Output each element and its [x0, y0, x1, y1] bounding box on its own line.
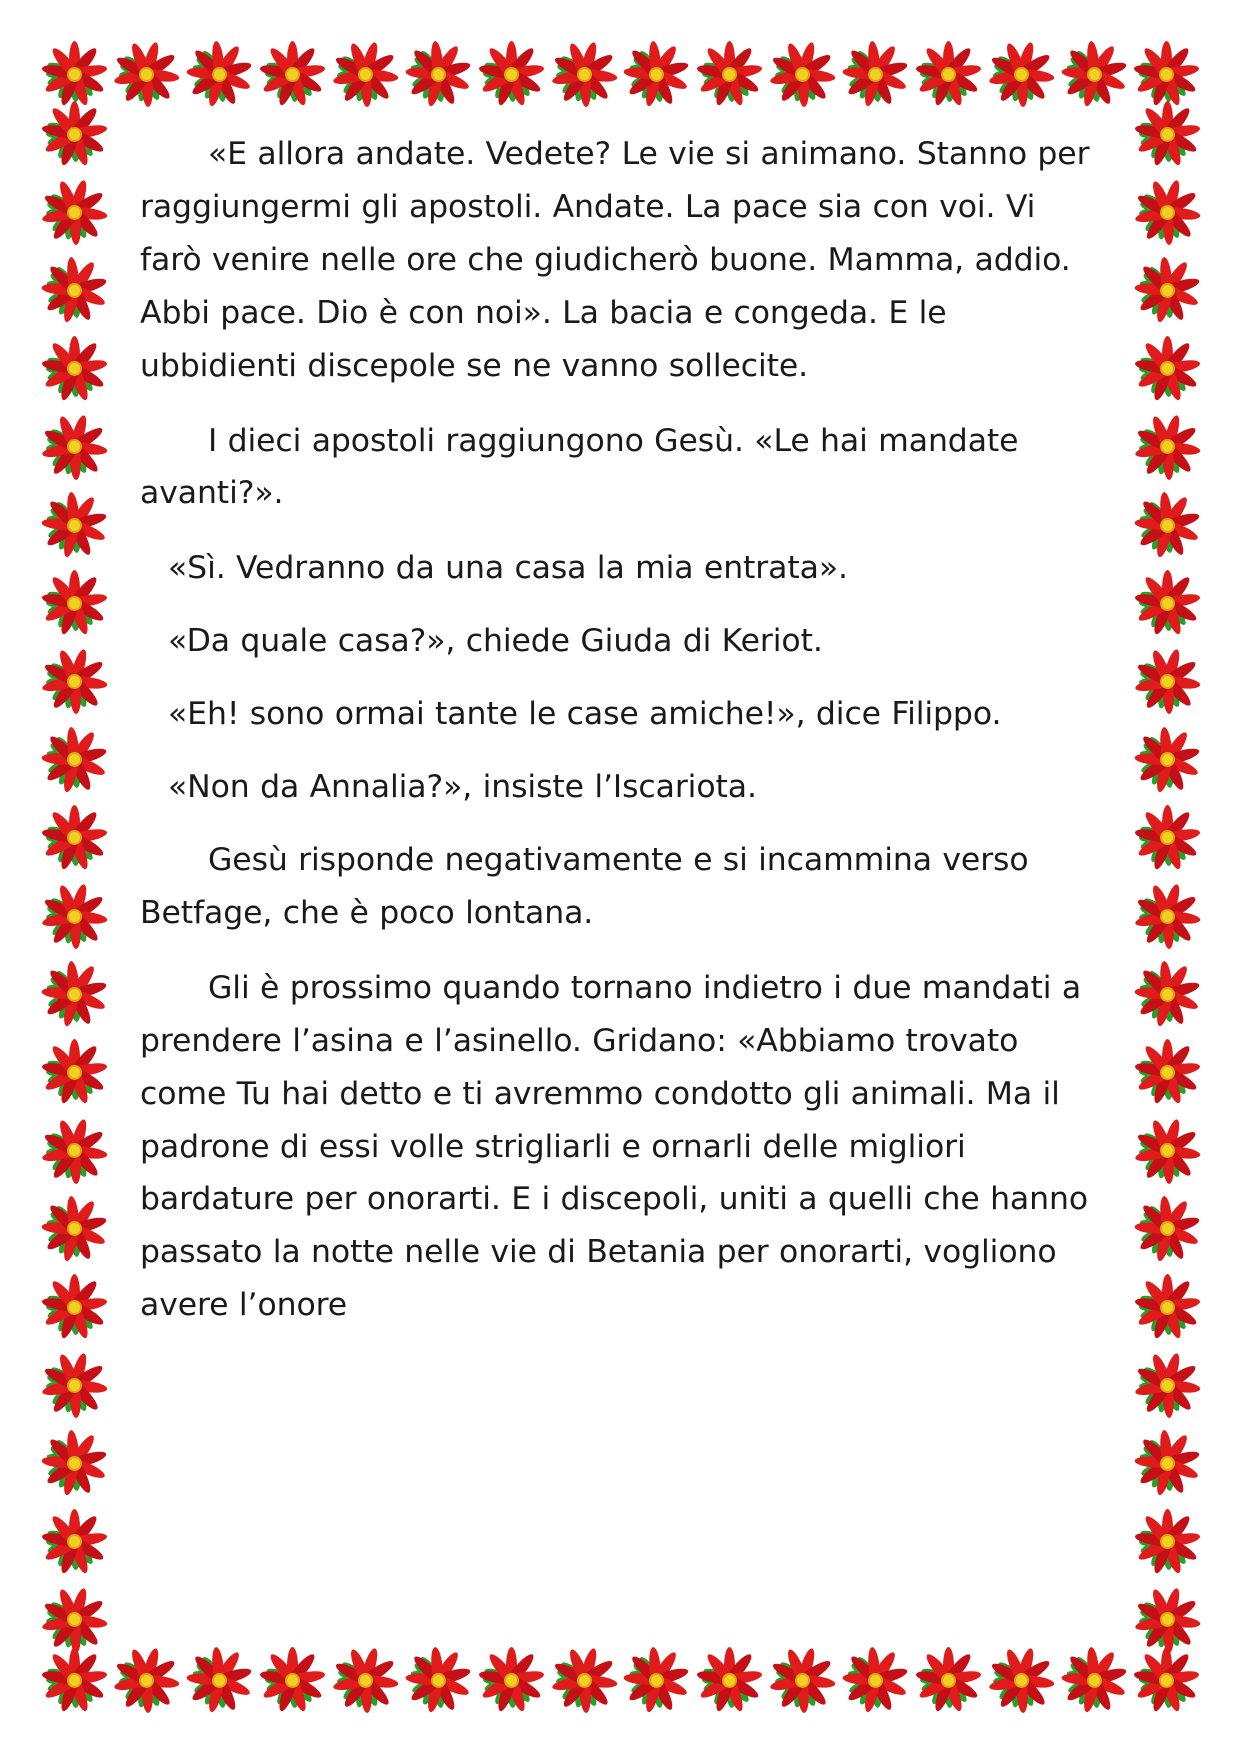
flower-center-icon — [1162, 989, 1173, 1000]
flower-center-icon — [69, 1614, 80, 1625]
flower-center-icon — [69, 207, 80, 218]
poinsettia-flower-icon — [38, 254, 110, 326]
poinsettia-flower-icon — [475, 38, 547, 110]
poinsettia-flower-icon — [38, 1193, 110, 1265]
document-text-body — [140, 128, 1100, 1354]
flower-center-icon — [1162, 129, 1173, 140]
flower-center-icon — [1161, 1675, 1172, 1686]
poinsettia-flower-icon — [1131, 411, 1203, 483]
flower-center-icon — [1162, 598, 1173, 609]
flower-center-icon — [69, 1380, 80, 1391]
flower-center-icon — [1089, 69, 1100, 80]
flower-center-icon — [1162, 520, 1173, 531]
poinsettia-flower-icon — [1131, 958, 1203, 1030]
flower-center-icon — [1016, 1675, 1027, 1686]
flower-center-icon — [943, 1675, 954, 1686]
flower-center-icon — [1162, 1067, 1173, 1078]
flower-center-icon — [506, 1675, 517, 1686]
flower-center-icon — [433, 1675, 444, 1686]
poinsettia-flower-icon — [38, 645, 110, 717]
flower-center-icon — [69, 598, 80, 609]
poinsettia-flower-icon — [184, 38, 256, 110]
poinsettia-flower-icon — [329, 38, 401, 110]
poinsettia-flower-icon — [1131, 1349, 1203, 1421]
poinsettia-flower-icon — [38, 333, 110, 405]
flower-center-icon — [214, 69, 225, 80]
poinsettia-flower-icon — [38, 1349, 110, 1421]
flower-center-icon — [69, 1223, 80, 1234]
flower-center-icon — [651, 1675, 662, 1686]
flower-center-icon — [433, 69, 444, 80]
paragraph-6: «Non da Annalia?», insiste l’Iscariota. — [168, 769, 757, 806]
poinsettia-flower-icon — [694, 1644, 766, 1716]
poinsettia-flower-icon — [767, 1644, 839, 1716]
flower-center-icon — [69, 441, 80, 452]
poinsettia-flower-icon — [38, 98, 110, 170]
poinsettia-flower-icon — [1131, 880, 1203, 952]
poinsettia-flower-icon — [38, 724, 110, 796]
poinsettia-flower-icon — [1131, 802, 1203, 874]
poinsettia-flower-icon — [1131, 645, 1203, 717]
flower-center-icon — [1162, 1458, 1173, 1469]
flower-center-icon — [69, 1067, 80, 1078]
flower-center-icon — [1162, 285, 1173, 296]
border-right-strip — [1131, 98, 1203, 1656]
poinsettia-flower-icon — [38, 880, 110, 952]
flower-center-icon — [69, 69, 80, 80]
poinsettia-flower-icon — [548, 38, 620, 110]
paragraph-5: «Eh! sono ormai tante le case amiche!», dice Filippo. — [168, 696, 1002, 733]
paragraph-7: Gesù risponde negativamente e si incammina verso Betfage, che è poco lontana. — [140, 841, 1029, 931]
flower-center-icon — [69, 989, 80, 1000]
flower-center-icon — [69, 1145, 80, 1156]
poinsettia-flower-icon — [38, 802, 110, 874]
poinsettia-flower-icon — [257, 1644, 329, 1716]
poinsettia-flower-icon — [184, 1644, 256, 1716]
poinsettia-flower-icon — [38, 411, 110, 483]
poinsettia-flower-icon — [38, 38, 110, 110]
flower-center-icon — [69, 1675, 80, 1686]
flower-center-icon — [141, 69, 152, 80]
poinsettia-flower-icon — [1131, 1115, 1203, 1187]
flower-center-icon — [69, 1536, 80, 1547]
poinsettia-flower-icon — [548, 1644, 620, 1716]
flower-center-icon — [69, 754, 80, 765]
paragraph-4: «Da quale casa?», chiede Giuda di Keriot. — [168, 623, 823, 660]
poinsettia-flower-icon — [1131, 489, 1203, 561]
poinsettia-flower-icon — [1058, 38, 1130, 110]
poinsettia-flower-icon — [38, 1115, 110, 1187]
flower-center-icon — [69, 363, 80, 374]
poinsettia-flower-icon — [1058, 1644, 1130, 1716]
flower-center-icon — [1162, 1380, 1173, 1391]
poinsettia-flower-icon — [621, 38, 693, 110]
flower-center-icon — [1162, 1145, 1173, 1156]
flower-center-icon — [69, 676, 80, 687]
poinsettia-flower-icon — [839, 38, 911, 110]
paragraph-1: «E allora andate. Vedete? Le vie si animano. Stanno per raggiungermi gli apostoli. Andate. La pace sia con voi. Vi farò venire nelle ore che giudicherò buone. Mamma, addio. Abbi pace. Dio è con noi». La bacia e congeda. E le ubbidienti discepole se ne vanno sollecite. — [140, 136, 1090, 384]
poinsettia-flower-icon — [985, 1644, 1057, 1716]
poinsettia-flower-icon — [1131, 333, 1203, 405]
poinsettia-flower-icon — [402, 38, 474, 110]
flower-center-icon — [724, 69, 735, 80]
poinsettia-flower-icon — [694, 38, 766, 110]
flower-center-icon — [360, 1675, 371, 1686]
flower-center-icon — [1162, 754, 1173, 765]
flower-center-icon — [1162, 1223, 1173, 1234]
flower-center-icon — [1162, 1536, 1173, 1547]
poinsettia-flower-icon — [1131, 1644, 1203, 1716]
poinsettia-flower-icon — [1131, 1584, 1203, 1656]
poinsettia-flower-icon — [839, 1644, 911, 1716]
flower-center-icon — [1162, 207, 1173, 218]
flower-center-icon — [797, 69, 808, 80]
poinsettia-flower-icon — [1131, 176, 1203, 248]
poinsettia-flower-icon — [1131, 38, 1203, 110]
flower-center-icon — [1162, 911, 1173, 922]
poinsettia-flower-icon — [38, 1036, 110, 1108]
flower-center-icon — [506, 69, 517, 80]
poinsettia-flower-icon — [38, 1584, 110, 1656]
paragraph-2: I dieci apostoli raggiungono Gesù. «Le hai mandate avanti?». — [140, 422, 1019, 512]
border-top-strip — [38, 38, 1203, 110]
poinsettia-flower-icon — [111, 1644, 183, 1716]
poinsettia-flower-icon — [111, 38, 183, 110]
flower-center-icon — [870, 1675, 881, 1686]
flower-center-icon — [1162, 1302, 1173, 1313]
poinsettia-flower-icon — [38, 1427, 110, 1499]
flower-center-icon — [1016, 69, 1027, 80]
flower-center-icon — [69, 1458, 80, 1469]
poinsettia-flower-icon — [1131, 98, 1203, 170]
flower-center-icon — [1162, 1614, 1173, 1625]
flower-center-icon — [579, 1675, 590, 1686]
poinsettia-flower-icon — [38, 958, 110, 1030]
poinsettia-flower-icon — [38, 1506, 110, 1578]
poinsettia-flower-icon — [912, 1644, 984, 1716]
flower-center-icon — [1089, 1675, 1100, 1686]
flower-center-icon — [724, 1675, 735, 1686]
border-left-strip — [38, 98, 110, 1656]
flower-center-icon — [1162, 832, 1173, 843]
paragraph-3: «Sì. Vedranno da una casa la mia entrata». — [168, 550, 848, 587]
flower-center-icon — [69, 129, 80, 140]
border-bottom-strip — [38, 1644, 1203, 1716]
flower-center-icon — [651, 69, 662, 80]
poinsettia-flower-icon — [621, 1644, 693, 1716]
flower-center-icon — [943, 69, 954, 80]
poinsettia-flower-icon — [1131, 567, 1203, 639]
poinsettia-flower-icon — [38, 176, 110, 248]
flower-center-icon — [287, 69, 298, 80]
poinsettia-flower-icon — [985, 38, 1057, 110]
poinsettia-flower-icon — [1131, 1193, 1203, 1265]
flower-center-icon — [69, 1302, 80, 1313]
poinsettia-flower-icon — [1131, 1427, 1203, 1499]
poinsettia-flower-icon — [767, 38, 839, 110]
poinsettia-flower-icon — [1131, 1506, 1203, 1578]
flower-center-icon — [141, 1675, 152, 1686]
poinsettia-flower-icon — [1131, 724, 1203, 796]
poinsettia-flower-icon — [38, 1271, 110, 1343]
flower-center-icon — [69, 520, 80, 531]
poinsettia-flower-icon — [38, 567, 110, 639]
flower-center-icon — [287, 1675, 298, 1686]
flower-center-icon — [870, 69, 881, 80]
flower-center-icon — [69, 832, 80, 843]
poinsettia-flower-icon — [257, 38, 329, 110]
flower-center-icon — [69, 285, 80, 296]
flower-center-icon — [1162, 441, 1173, 452]
poinsettia-flower-icon — [1131, 254, 1203, 326]
flower-center-icon — [360, 69, 371, 80]
flower-center-icon — [1161, 69, 1172, 80]
poinsettia-flower-icon — [475, 1644, 547, 1716]
flower-center-icon — [69, 911, 80, 922]
flower-center-icon — [1162, 363, 1173, 374]
flower-center-icon — [579, 69, 590, 80]
poinsettia-flower-icon — [38, 489, 110, 561]
poinsettia-flower-icon — [329, 1644, 401, 1716]
flower-center-icon — [214, 1675, 225, 1686]
flower-center-icon — [797, 1675, 808, 1686]
poinsettia-flower-icon — [912, 38, 984, 110]
poinsettia-flower-icon — [38, 1644, 110, 1716]
paragraph-8: Gli è prossimo quando tornano indietro i due mandati a prendere l’asina e l’asinello. Gridano: «Abbiamo trovato come Tu hai detto e ti avremmo condotto gli animali. Ma il padrone di essi volle strigliarli e ornarli delle migliori bardature per onorarti. E i discepoli, uniti a quelli che hanno passato la notte nelle vie di Betania per onorarti, vogliono avere l’onore — [140, 969, 1089, 1324]
flower-center-icon — [1162, 676, 1173, 687]
poinsettia-flower-icon — [1131, 1271, 1203, 1343]
poinsettia-flower-icon — [1131, 1036, 1203, 1108]
poinsettia-flower-icon — [402, 1644, 474, 1716]
